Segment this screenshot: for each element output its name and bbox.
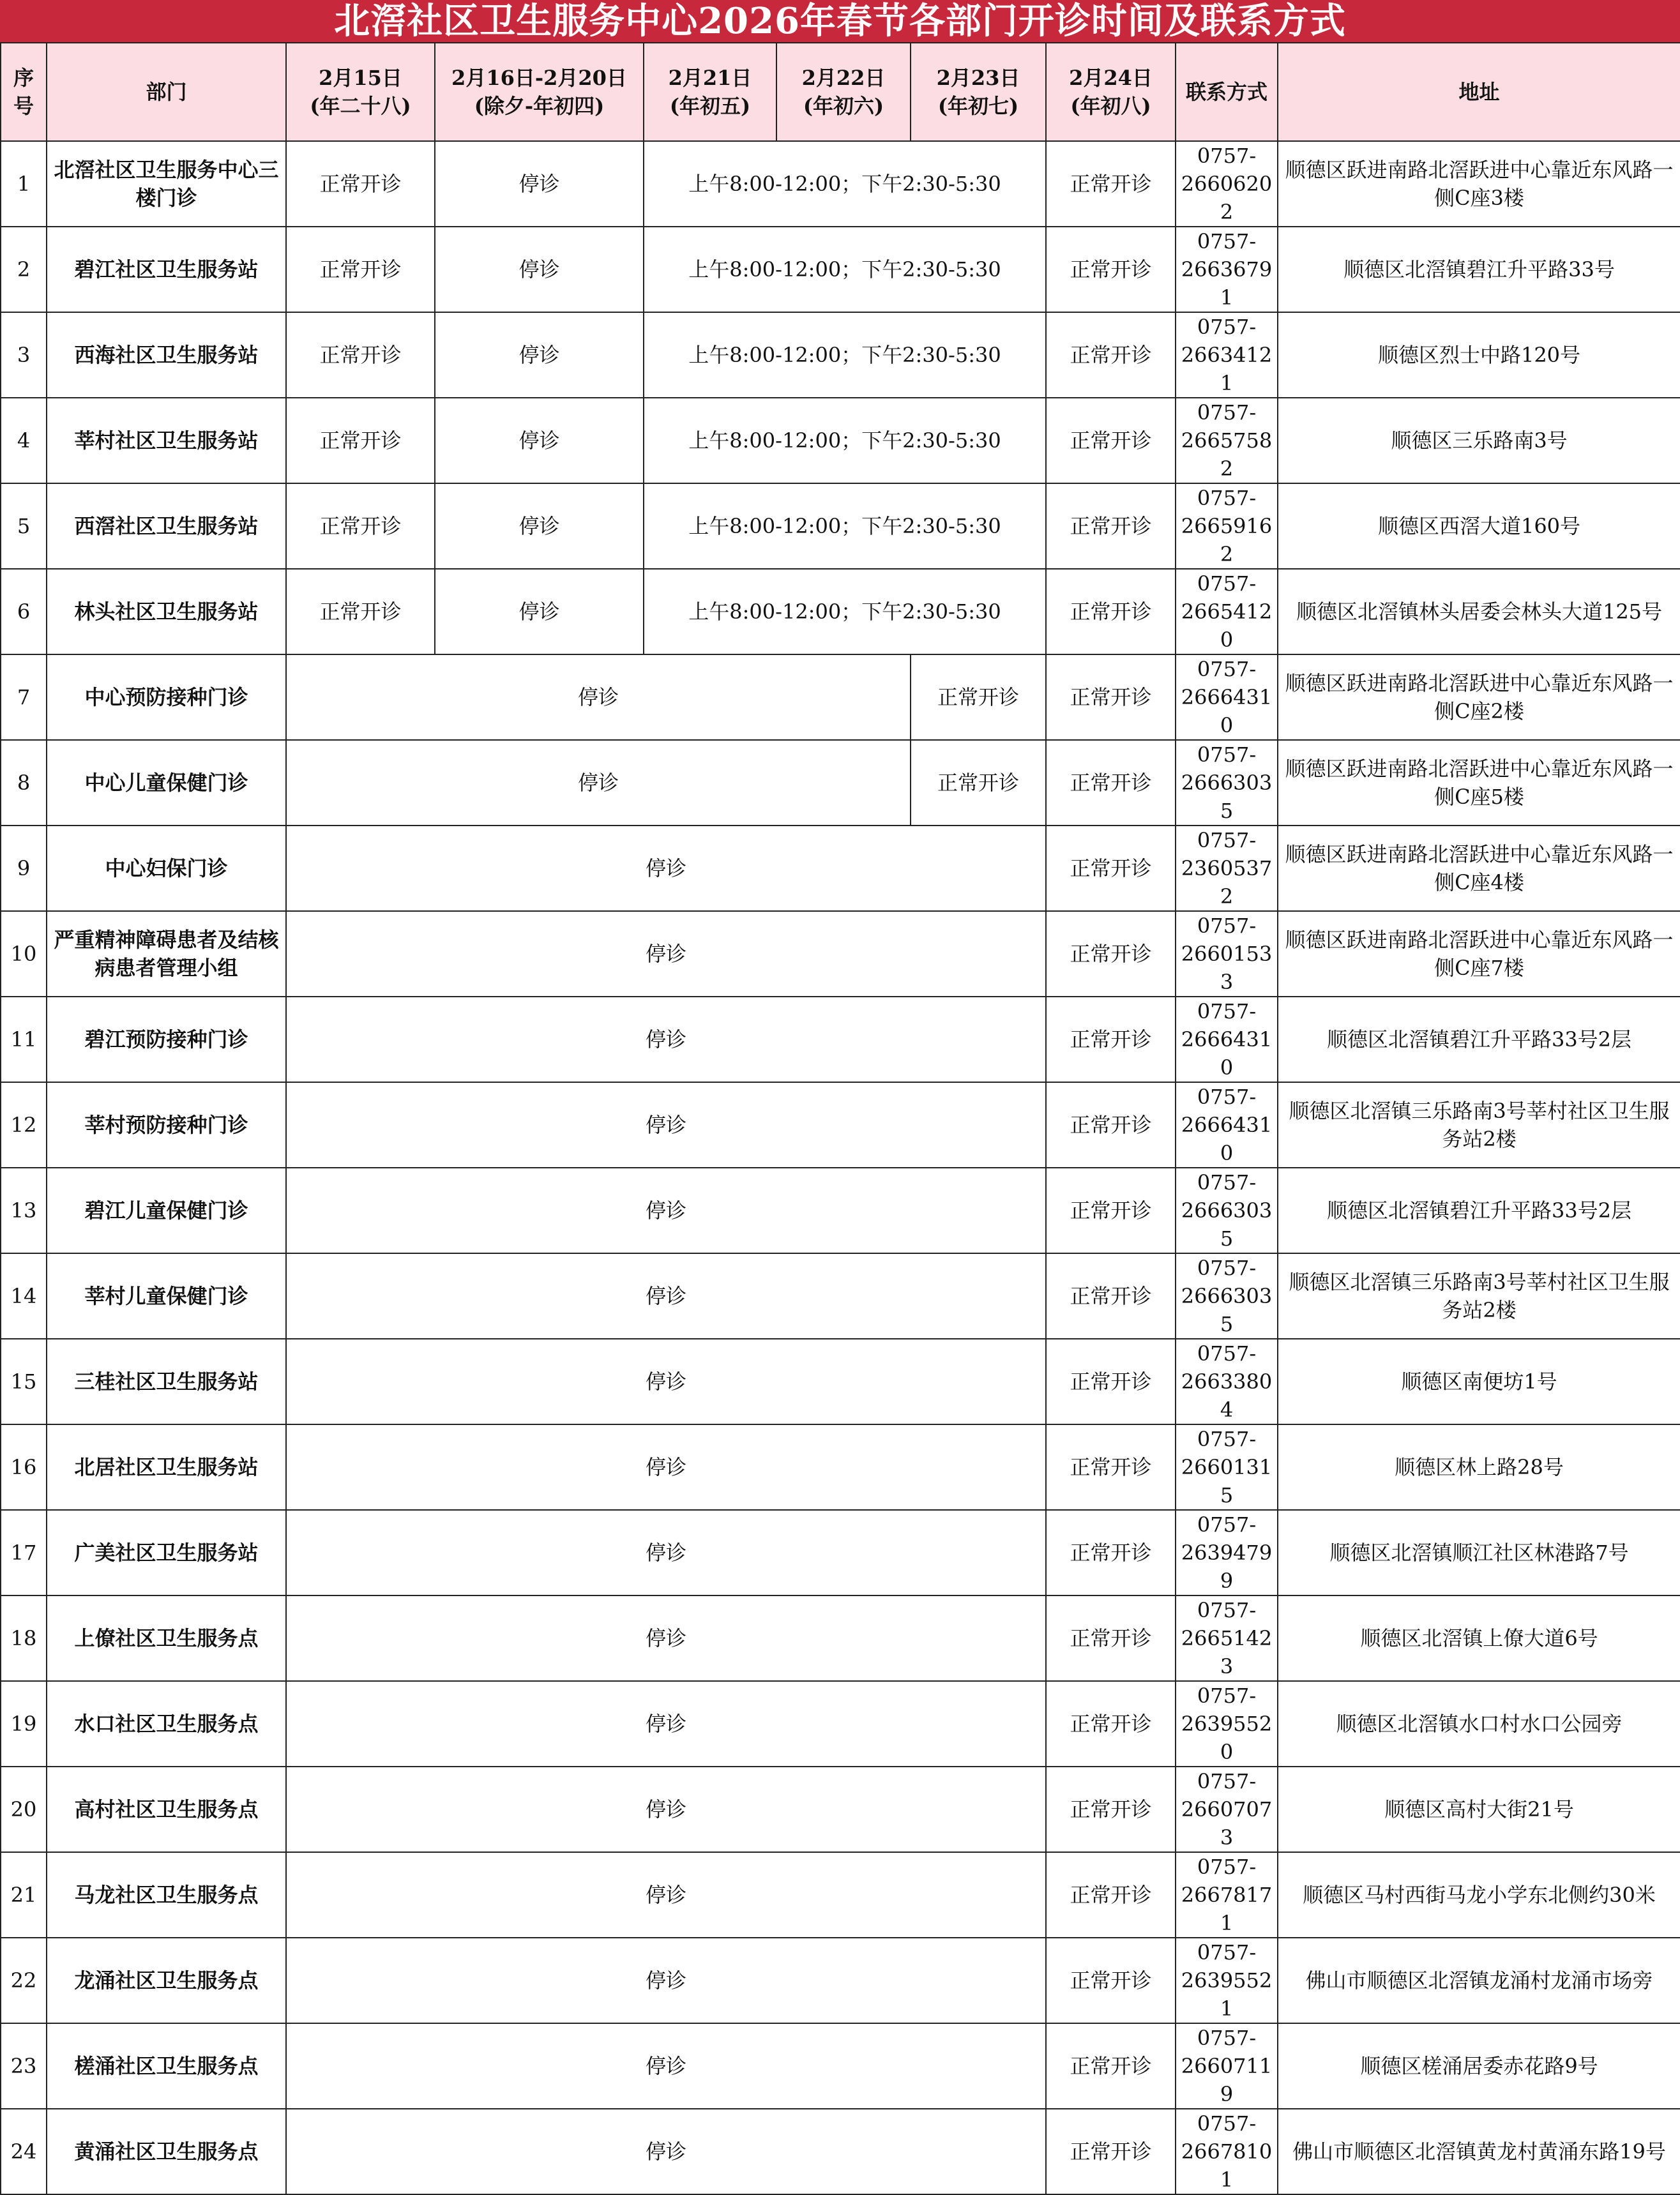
row-index: 10	[1, 911, 47, 997]
schedule-rows	[1, 141, 1680, 2194]
row-phone-area: 0757-	[1197, 1769, 1257, 1793]
row-phone	[1176, 398, 1278, 483]
row-feb15-22-status: 停诊	[286, 654, 911, 740]
header-feb24	[1046, 43, 1176, 141]
row-phone-area: 0757-	[1197, 1598, 1257, 1622]
row-dept: 严重精神障碍患者及结核病患者管理小组	[47, 911, 286, 997]
row-address: 顺德区槎涌居委赤花路9号	[1278, 2023, 1680, 2109]
table-row	[1, 141, 1680, 227]
row-feb24-status: 正常开诊	[1046, 312, 1176, 398]
row-index: 5	[1, 483, 47, 569]
row-feb21-23-hours: 上午8:00-12:00；下午2:30-5:30	[644, 483, 1046, 569]
table-row	[1, 1938, 1680, 2023]
row-phone-number: 26607073	[1181, 1797, 1273, 1850]
row-feb24-status: 正常开诊	[1046, 740, 1176, 826]
row-feb24-status: 正常开诊	[1046, 1253, 1176, 1339]
row-phone-area: 0757-	[1197, 2111, 1257, 2136]
row-phone-number: 26394799	[1181, 1541, 1273, 1593]
row-feb15-23-status: 停诊	[286, 1082, 1046, 1168]
row-phone	[1176, 2109, 1278, 2194]
table-row	[1, 1168, 1680, 1253]
row-feb15-status: 正常开诊	[286, 227, 435, 312]
row-feb16-20-status: 停诊	[435, 227, 644, 312]
row-phone	[1176, 1082, 1278, 1168]
row-feb24-status: 正常开诊	[1046, 2109, 1176, 2194]
row-dept: 中心预防接种门诊	[47, 654, 286, 740]
header-feb23-lunar: (年初七)	[937, 94, 1019, 118]
row-phone-number: 26659162	[1181, 514, 1273, 566]
row-index: 20	[1, 1767, 47, 1852]
row-feb15-status: 正常开诊	[286, 312, 435, 398]
row-feb24-status: 正常开诊	[1046, 2023, 1176, 2109]
table-row	[1, 1510, 1680, 1595]
row-address: 顺德区南便坊1号	[1278, 1339, 1680, 1424]
row-dept: 三桂社区卫生服务站	[47, 1339, 286, 1424]
row-address: 顺德区北滘镇碧江升平路33号2层	[1278, 1168, 1680, 1253]
row-phone	[1176, 141, 1278, 227]
row-feb24-status: 正常开诊	[1046, 654, 1176, 740]
row-phone-number: 26657582	[1181, 428, 1273, 481]
row-address: 佛山市顺德区北滘镇龙涌村龙涌市场旁	[1278, 1938, 1680, 2023]
table-row	[1, 1082, 1680, 1168]
row-phone	[1176, 997, 1278, 1082]
table-row	[1, 654, 1680, 740]
row-index: 6	[1, 569, 47, 654]
row-phone	[1176, 740, 1278, 826]
header-feb23-date: 2月23日	[936, 66, 1020, 90]
header-feb23	[911, 43, 1046, 141]
row-index: 14	[1, 1253, 47, 1339]
row-feb24-status: 正常开诊	[1046, 483, 1176, 569]
row-phone-number: 26395521	[1181, 1968, 1273, 2021]
row-dept: 中心儿童保健门诊	[47, 740, 286, 826]
row-feb15-status: 正常开诊	[286, 569, 435, 654]
row-phone-area: 0757-	[1197, 1256, 1257, 1280]
row-index: 22	[1, 1938, 47, 2023]
row-index: 18	[1, 1595, 47, 1681]
row-dept: 黄涌社区卫生服务点	[47, 2109, 286, 2194]
row-phone-area: 0757-	[1197, 828, 1257, 852]
row-phone	[1176, 826, 1278, 911]
row-feb21-23-hours: 上午8:00-12:00；下午2:30-5:30	[644, 141, 1046, 227]
row-phone	[1176, 227, 1278, 312]
row-dept: 上僚社区卫生服务点	[47, 1595, 286, 1681]
row-address: 顺德区跃进南路北滘跃进中心靠近东风路一侧C座7楼	[1278, 911, 1680, 997]
header-feb16-20-date: 2月16日-2月20日	[451, 66, 627, 90]
row-index: 9	[1, 826, 47, 911]
row-feb16-20-status: 停诊	[435, 483, 644, 569]
table-row	[1, 826, 1680, 911]
row-phone-number: 26651423	[1181, 1626, 1273, 1678]
row-dept: 莘村儿童保健门诊	[47, 1253, 286, 1339]
row-feb23-status: 正常开诊	[911, 740, 1046, 826]
row-dept: 龙涌社区卫生服务点	[47, 1938, 286, 2023]
table-row	[1, 398, 1680, 483]
row-phone-number: 26636791	[1181, 257, 1273, 310]
row-feb21-23-hours: 上午8:00-12:00；下午2:30-5:30	[644, 398, 1046, 483]
header-feb22	[776, 43, 911, 141]
row-dept: 马龙社区卫生服务点	[47, 1852, 286, 1938]
row-feb16-20-status: 停诊	[435, 141, 644, 227]
row-phone-number: 26634121	[1181, 343, 1273, 395]
row-feb15-23-status: 停诊	[286, 997, 1046, 1082]
row-feb16-20-status: 停诊	[435, 312, 644, 398]
row-address: 顺德区北滘镇林头居委会林头大道125号	[1278, 569, 1680, 654]
header-feb16-20-lunar: (除夕-年初四)	[474, 94, 605, 118]
row-feb24-status: 正常开诊	[1046, 398, 1176, 483]
row-index: 8	[1, 740, 47, 826]
row-phone	[1176, 1424, 1278, 1510]
row-feb15-23-status: 停诊	[286, 1938, 1046, 2023]
row-feb21-23-hours: 上午8:00-12:00；下午2:30-5:30	[644, 569, 1046, 654]
row-feb15-status: 正常开诊	[286, 483, 435, 569]
row-phone-area: 0757-	[1197, 999, 1257, 1023]
header-dept: 部门	[47, 43, 286, 141]
row-phone-number: 26678171	[1181, 1883, 1273, 1935]
header-row	[1, 43, 1680, 141]
table-row	[1, 1852, 1680, 1938]
table-row	[1, 1767, 1680, 1852]
row-index: 21	[1, 1852, 47, 1938]
row-index: 13	[1, 1168, 47, 1253]
row-phone	[1176, 1852, 1278, 1938]
row-address: 顺德区北滘镇碧江升平路33号2层	[1278, 997, 1680, 1082]
row-phone-area: 0757-	[1197, 657, 1257, 681]
row-phone	[1176, 569, 1278, 654]
row-address: 顺德区西滘大道160号	[1278, 483, 1680, 569]
row-phone	[1176, 2023, 1278, 2109]
row-index: 17	[1, 1510, 47, 1595]
row-phone	[1176, 1168, 1278, 1253]
row-phone	[1176, 1339, 1278, 1424]
row-index: 19	[1, 1681, 47, 1767]
row-address: 顺德区高村大街21号	[1278, 1767, 1680, 1852]
row-feb24-status: 正常开诊	[1046, 569, 1176, 654]
header-address: 地址	[1278, 43, 1680, 141]
row-feb15-23-status: 停诊	[286, 1168, 1046, 1253]
table-row	[1, 483, 1680, 569]
header-feb15-lunar: (年二十八)	[310, 94, 411, 118]
row-phone-number: 26633804	[1181, 1369, 1273, 1422]
row-dept: 广美社区卫生服务站	[47, 1510, 286, 1595]
row-feb24-status: 正常开诊	[1046, 1595, 1176, 1681]
row-phone-area: 0757-	[1197, 400, 1257, 425]
row-phone-area: 0757-	[1197, 315, 1257, 339]
table-row	[1, 911, 1680, 997]
row-feb24-status: 正常开诊	[1046, 1852, 1176, 1938]
row-phone-number: 26678101	[1181, 2139, 1273, 2192]
row-index: 2	[1, 227, 47, 312]
row-feb15-23-status: 停诊	[286, 1681, 1046, 1767]
row-feb24-status: 正常开诊	[1046, 911, 1176, 997]
row-address: 顺德区北滘镇三乐路南3号莘村社区卫生服务站2楼	[1278, 1082, 1680, 1168]
row-feb15-status: 正常开诊	[286, 141, 435, 227]
row-feb15-23-status: 停诊	[286, 2109, 1046, 2194]
table-row	[1, 1339, 1680, 1424]
row-dept: 西海社区卫生服务站	[47, 312, 286, 398]
header-feb24-date: 2月24日	[1069, 66, 1153, 90]
row-phone-area: 0757-	[1197, 1085, 1257, 1109]
header-feb15	[286, 43, 435, 141]
table-row	[1, 312, 1680, 398]
row-phone-number: 26654120	[1181, 600, 1273, 652]
row-address: 顺德区烈士中路120号	[1278, 312, 1680, 398]
row-phone-area: 0757-	[1197, 1170, 1257, 1195]
row-phone	[1176, 483, 1278, 569]
row-index: 11	[1, 997, 47, 1082]
row-index: 7	[1, 654, 47, 740]
table-row	[1, 1253, 1680, 1339]
row-address: 顺德区三乐路南3号	[1278, 398, 1680, 483]
row-phone-area: 0757-	[1197, 486, 1257, 510]
row-dept: 莘村社区卫生服务站	[47, 398, 286, 483]
row-phone	[1176, 1595, 1278, 1681]
row-index: 12	[1, 1082, 47, 1168]
row-phone-area: 0757-	[1197, 743, 1257, 767]
table-row	[1, 1595, 1680, 1681]
row-address: 顺德区跃进南路北滘跃进中心靠近东风路一侧C座5楼	[1278, 740, 1680, 826]
row-feb15-23-status: 停诊	[286, 1767, 1046, 1852]
row-dept: 碧江预防接种门诊	[47, 997, 286, 1082]
row-phone-number: 26663035	[1181, 1284, 1273, 1336]
row-index: 4	[1, 398, 47, 483]
row-phone	[1176, 911, 1278, 997]
row-phone	[1176, 1681, 1278, 1767]
header-contact: 联系方式	[1176, 43, 1278, 141]
row-phone	[1176, 1510, 1278, 1595]
row-address: 顺德区北滘镇三乐路南3号莘村社区卫生服务站2楼	[1278, 1253, 1680, 1339]
table-row	[1, 1681, 1680, 1767]
table-row	[1, 2023, 1680, 2109]
row-feb15-23-status: 停诊	[286, 1510, 1046, 1595]
row-phone-number: 23605372	[1181, 856, 1273, 909]
row-address: 顺德区跃进南路北滘跃进中心靠近东风路一侧C座4楼	[1278, 826, 1680, 911]
row-phone-number: 26664310	[1181, 1027, 1273, 1080]
row-feb15-22-status: 停诊	[286, 740, 911, 826]
row-phone-number: 26664310	[1181, 1113, 1273, 1165]
row-dept: 北居社区卫生服务站	[47, 1424, 286, 1510]
header-feb21-lunar: (年初五)	[669, 94, 751, 118]
row-phone-area: 0757-	[1197, 571, 1257, 596]
row-phone-area: 0757-	[1197, 1940, 1257, 1965]
row-feb24-status: 正常开诊	[1046, 1767, 1176, 1852]
row-phone-area: 0757-	[1197, 1855, 1257, 1879]
table-row	[1, 569, 1680, 654]
row-feb24-status: 正常开诊	[1046, 227, 1176, 312]
row-address: 顺德区北滘镇水口村水口公园旁	[1278, 1681, 1680, 1767]
row-feb16-20-status: 停诊	[435, 569, 644, 654]
header-feb16-20	[435, 43, 644, 141]
header-feb21	[644, 43, 776, 141]
header-feb22-date: 2月22日	[801, 66, 886, 90]
header-feb22-lunar: (年初六)	[803, 94, 884, 118]
row-feb24-status: 正常开诊	[1046, 1339, 1176, 1424]
row-phone	[1176, 312, 1278, 398]
row-feb24-status: 正常开诊	[1046, 1082, 1176, 1168]
row-dept: 莘村预防接种门诊	[47, 1082, 286, 1168]
row-dept: 西滘社区卫生服务站	[47, 483, 286, 569]
row-index: 15	[1, 1339, 47, 1424]
sheet-title: 北滘社区卫生服务中心2026年春节各部门开诊时间及联系方式	[0, 0, 1680, 42]
row-feb23-status: 正常开诊	[911, 654, 1046, 740]
table-row	[1, 2109, 1680, 2194]
row-address: 顺德区跃进南路北滘跃进中心靠近东风路一侧C座2楼	[1278, 654, 1680, 740]
row-feb24-status: 正常开诊	[1046, 1424, 1176, 1510]
row-address: 顺德区北滘镇顺江社区林港路7号	[1278, 1510, 1680, 1595]
row-phone-area: 0757-	[1197, 2026, 1257, 2050]
row-index: 23	[1, 2023, 47, 2109]
row-dept: 高村社区卫生服务点	[47, 1767, 286, 1852]
row-index: 3	[1, 312, 47, 398]
row-feb15-23-status: 停诊	[286, 1852, 1046, 1938]
row-dept: 林头社区卫生服务站	[47, 569, 286, 654]
row-dept: 碧江儿童保健门诊	[47, 1168, 286, 1253]
row-feb15-23-status: 停诊	[286, 1424, 1046, 1510]
row-phone	[1176, 1767, 1278, 1852]
row-phone-number: 26663035	[1181, 1198, 1273, 1251]
row-phone	[1176, 654, 1278, 740]
row-feb16-20-status: 停诊	[435, 398, 644, 483]
row-address: 顺德区林上路28号	[1278, 1424, 1680, 1510]
table-row	[1, 1424, 1680, 1510]
row-phone-area: 0757-	[1197, 144, 1257, 168]
row-phone	[1176, 1253, 1278, 1339]
row-feb24-status: 正常开诊	[1046, 1510, 1176, 1595]
row-feb15-23-status: 停诊	[286, 911, 1046, 997]
row-feb15-23-status: 停诊	[286, 1595, 1046, 1681]
row-feb15-23-status: 停诊	[286, 1339, 1046, 1424]
row-phone-area: 0757-	[1197, 1341, 1257, 1366]
row-feb15-23-status: 停诊	[286, 826, 1046, 911]
table-row	[1, 227, 1680, 312]
row-phone-area: 0757-	[1197, 914, 1257, 938]
header-index: 序号	[1, 43, 47, 141]
row-feb24-status: 正常开诊	[1046, 1681, 1176, 1767]
row-phone-number: 26606202	[1181, 172, 1273, 224]
row-phone	[1176, 1938, 1278, 2023]
row-index: 16	[1, 1424, 47, 1510]
schedule-table	[0, 42, 1680, 2195]
row-address: 顺德区北滘镇碧江升平路33号	[1278, 227, 1680, 312]
row-dept: 中心妇保门诊	[47, 826, 286, 911]
row-index: 1	[1, 141, 47, 227]
row-feb24-status: 正常开诊	[1046, 826, 1176, 911]
row-dept: 水口社区卫生服务点	[47, 1681, 286, 1767]
row-dept: 北滘社区卫生服务中心三楼门诊	[47, 141, 286, 227]
row-index: 24	[1, 2109, 47, 2194]
row-phone-number: 26664310	[1181, 685, 1273, 737]
row-feb15-status: 正常开诊	[286, 398, 435, 483]
table-row	[1, 997, 1680, 1082]
row-phone-number: 26607119	[1181, 2054, 1273, 2106]
row-feb24-status: 正常开诊	[1046, 997, 1176, 1082]
row-feb15-23-status: 停诊	[286, 1253, 1046, 1339]
header-feb15-date: 2月15日	[319, 66, 402, 90]
row-dept: 碧江社区卫生服务站	[47, 227, 286, 312]
row-phone-number: 26601533	[1181, 942, 1273, 994]
row-phone-area: 0757-	[1197, 1684, 1257, 1708]
table-row	[1, 740, 1680, 826]
row-address: 顺德区北滘镇上僚大道6号	[1278, 1595, 1680, 1681]
row-dept: 槎涌社区卫生服务点	[47, 2023, 286, 2109]
row-feb15-23-status: 停诊	[286, 2023, 1046, 2109]
row-feb21-23-hours: 上午8:00-12:00；下午2:30-5:30	[644, 312, 1046, 398]
row-feb24-status: 正常开诊	[1046, 1938, 1176, 2023]
row-phone-number: 26663035	[1181, 771, 1273, 823]
header-feb21-date: 2月21日	[668, 66, 752, 90]
row-feb24-status: 正常开诊	[1046, 141, 1176, 227]
row-phone-area: 0757-	[1197, 229, 1257, 253]
row-phone-number: 26395520	[1181, 1712, 1273, 1764]
row-phone-area: 0757-	[1197, 1512, 1257, 1537]
row-address: 顺德区马村西街马龙小学东北侧约30米	[1278, 1852, 1680, 1938]
row-feb21-23-hours: 上午8:00-12:00；下午2:30-5:30	[644, 227, 1046, 312]
header-feb24-lunar: (年初八)	[1070, 94, 1151, 118]
row-phone-area: 0757-	[1197, 1427, 1257, 1451]
row-phone-number: 26601315	[1181, 1455, 1273, 1507]
row-address: 顺德区跃进南路北滘跃进中心靠近东风路一侧C座3楼	[1278, 141, 1680, 227]
row-address: 佛山市顺德区北滘镇黄龙村黄涌东路19号	[1278, 2109, 1680, 2194]
row-feb24-status: 正常开诊	[1046, 1168, 1176, 1253]
